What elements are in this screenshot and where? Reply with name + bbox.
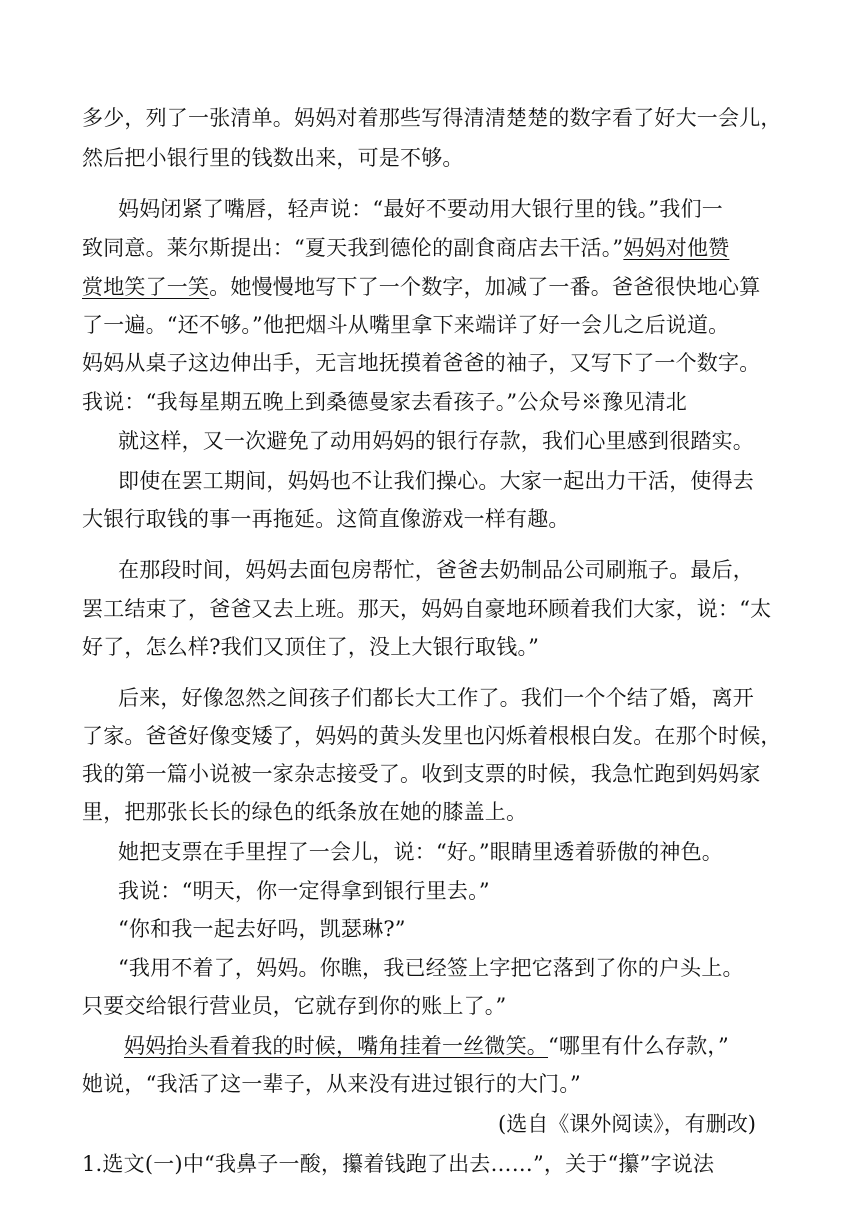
text-segment: 好了，怎么样?我们又顶住了，没上大银行取钱。” [82, 635, 540, 659]
text-segment: 她把支票在手里捏了一会儿，说：“好。”眼睛里透着骄傲的神色。 [118, 840, 723, 864]
text-segment: 即使在罢工期间，妈妈也不让我们操心。大家一起出力干活，使得去 [118, 469, 754, 493]
text-segment: 大银行取钱的事一再拖延。这简直像游戏一样有趣。 [82, 507, 570, 531]
text-segment: 在那段时间，妈妈去面包房帮忙，爸爸去奶制品公司刷瓶子。最后， [118, 558, 754, 582]
text-segment: 我说：“明天，你一定得拿到银行里去。” [118, 879, 490, 903]
text-line [118, 838, 723, 866]
text-segment: “你和我一起去好吗，凯瑟琳?” [118, 917, 406, 941]
text-line [118, 915, 406, 943]
text-line [82, 1070, 581, 1098]
text-segment: 后来，好像忽然之间孩子们都长大工作了。我们一个个结了婚，离开 [118, 686, 754, 710]
text-segment: 了家。爸爸好像变矮了，妈妈的黄头发里也闪烁着根根白发。在那个时候， [82, 724, 782, 748]
text-segment: “我用不着了，妈妈。你瞧，我已经签上字把它落到了你的户头上。 [118, 956, 744, 980]
text-segment: 多少，列了一张清单。妈妈对着那些写得清清楚楚的数字看了好大一会儿， [82, 106, 782, 130]
text-line [118, 427, 754, 455]
text-line [82, 144, 464, 172]
source-citation: (选自《课外阅读》，有删改) [498, 1112, 756, 1136]
text-line [82, 349, 760, 377]
text-line [82, 311, 729, 339]
text-line [118, 556, 754, 584]
text-segment: 我的第一篇小说被一家杂志接受了。收到支票的时候，我急忙跑到妈妈家 [82, 762, 761, 786]
text-line [82, 798, 527, 826]
text-segment: 了一遍。“还不够。”他把烟斗从嘴里拿下来端详了好一会儿之后说道。 [82, 313, 730, 337]
underlined-segment: 妈妈抬头看着我的时候，嘴角挂着一丝微笑。 [124, 1034, 548, 1058]
text-line [82, 104, 782, 132]
text-segment: 妈妈从桌子这边伸出手，无言地抚摸着爸爸的袖子，又写下了一个数字。 [82, 351, 761, 375]
text-line [82, 595, 771, 623]
underlined-segment: 妈妈对他赞 [623, 236, 730, 260]
text-line [82, 722, 782, 750]
text-segment: 罢工结束了，爸爸又去上班。那天，妈妈自豪地环顾着我们大家，说：“太 [82, 597, 772, 621]
text-segment: 然后把小银行里的钱数出来，可是不够。 [82, 146, 464, 170]
text-line [118, 684, 754, 712]
text-line [82, 273, 760, 301]
text-line [118, 467, 754, 495]
text-segment: 她说，“我活了这一辈子，从来没有进过银行的大门。” [82, 1072, 581, 1096]
text-segment: 里，把那张长长的绿色的纸条放在她的膝盖上。 [82, 800, 528, 824]
text-segment: 我说：“我每星期五晚上到桑德曼家去看孩子。”公众号※豫见清北 [82, 390, 687, 414]
text-line [82, 760, 760, 788]
text-segment: 妈妈闭紧了嘴唇，轻声说：“最好不要动用大银行里的钱。”我们一 [118, 197, 723, 221]
text-segment: 只要交给银行营业员，它就存到你的账上了。” [82, 994, 507, 1018]
underlined-segment: 赏地笑了一笑 [82, 275, 210, 299]
text-segment: 就这样，又一次避免了动用妈妈的银行存款，我们心里感到很踏实。 [118, 429, 754, 453]
text-line [82, 234, 729, 262]
text-line [118, 877, 490, 905]
text-line [118, 954, 744, 982]
text-line [118, 195, 723, 223]
text-line [82, 505, 570, 533]
question-text: 1.选文(一)中“我鼻子一酸，攥着钱跑了出去……”，关于“攥”字说法 [82, 1152, 715, 1176]
text-segment: “哪里有什么存款，” [548, 1034, 729, 1058]
text-line [82, 633, 539, 661]
text-line [124, 1032, 729, 1060]
text-segment: 。她慢慢地写下了一个数字，加减了一番。爸爸很快地心算 [209, 275, 761, 299]
text-line [82, 388, 687, 416]
text-line [82, 992, 506, 1020]
text-segment: 致同意。莱尔斯提出：“夏天我到德伦的副食商店去干活。” [82, 236, 624, 260]
